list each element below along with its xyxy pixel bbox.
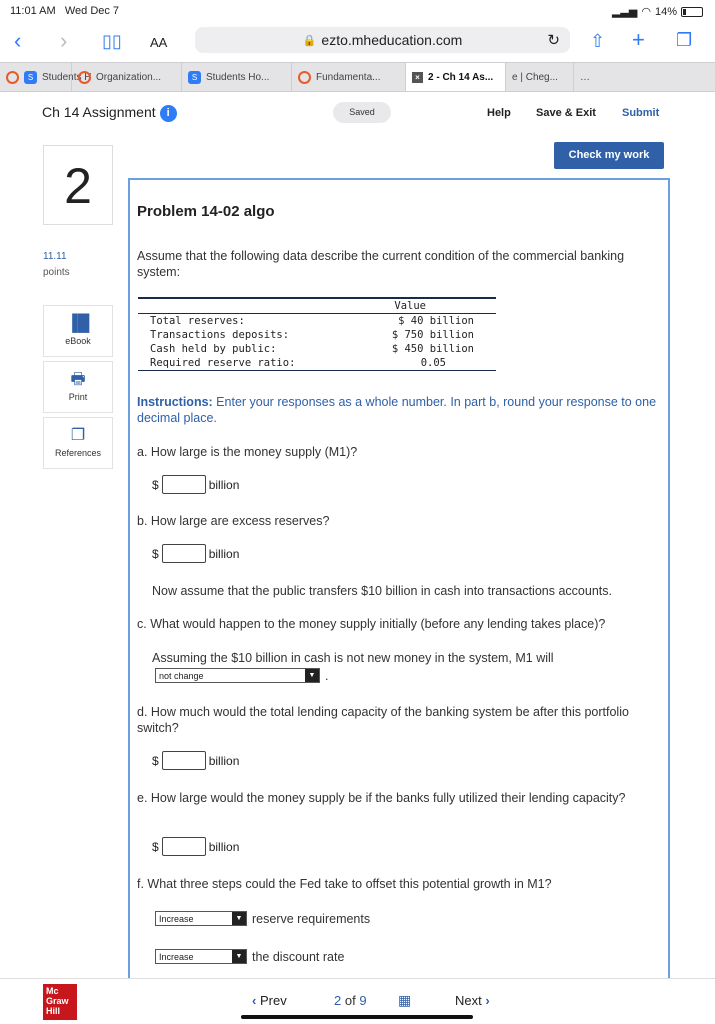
new-tab-icon[interactable]: + <box>632 27 645 52</box>
back-icon[interactable]: ‹ <box>14 28 22 53</box>
reload-icon[interactable]: ↻ <box>547 32 560 49</box>
problem-title: Problem 14-02 algo <box>137 203 275 220</box>
mcgraw-hill-logo: Mc Graw Hill <box>43 984 77 1020</box>
select-c-dropdown[interactable]: not change ▼ <box>155 668 320 683</box>
dropdown-arrow-icon: ▼ <box>305 669 319 682</box>
answer-d: $ billion <box>152 751 239 770</box>
battery-percent: 14% <box>654 5 677 18</box>
help-link[interactable]: Help <box>487 107 511 119</box>
forward-icon[interactable]: › <box>60 28 68 53</box>
question-c: c. What would happen to the money supply initially (before any lending takes place)? <box>137 617 606 631</box>
printer-icon: 🖶 <box>70 371 86 388</box>
address-bar[interactable] <box>195 27 570 53</box>
answer-a-input[interactable] <box>162 475 206 494</box>
answer-e: $ billion <box>152 837 239 856</box>
footer-nav <box>0 978 715 1024</box>
saved-badge: Saved <box>333 102 391 123</box>
assume-statement: Assuming the $10 billion in cash is not new money in the system, M1 will <box>152 651 554 665</box>
ebook-button[interactable]: ▐█ eBook <box>43 305 113 357</box>
table-row: Cash held by public: $ 450 billion <box>150 343 474 355</box>
tab-3[interactable]: S Students Ho... <box>182 63 292 91</box>
table-row: Total reserves: $ 40 billion <box>150 315 474 327</box>
table-row: Transactions deposits: $ 750 billion <box>150 329 474 341</box>
dropdown-arrow-icon: ▼ <box>232 912 246 925</box>
tabs-icon[interactable]: ❐ <box>676 30 693 50</box>
select-f1-dropdown[interactable]: Increase ▼ <box>155 911 247 926</box>
answer-e-input[interactable] <box>162 837 206 856</box>
question-f: f. What three steps could the Fed take to offset this potential growth in M1? <box>137 877 552 891</box>
tab-1[interactable]: S Students H <box>0 63 72 91</box>
print-button[interactable]: 🖶 Print <box>43 361 113 413</box>
text-size-button[interactable]: AA <box>150 35 168 50</box>
battery-icon <box>681 7 703 17</box>
period-text: . <box>325 669 329 683</box>
check-my-work-button[interactable]: Check my work <box>554 142 664 169</box>
question-a: a. How large is the money supply (M1)? <box>137 445 358 459</box>
tab-favicon-icon: S <box>24 71 37 84</box>
tab-bar <box>0 62 715 92</box>
tab-4[interactable]: Fundamenta... <box>292 63 406 91</box>
page-indicator[interactable]: 2 of 9 <box>334 993 367 1008</box>
question-d: d. How much would the total lending capacity of the banking system be after this portfolio switch? <box>137 705 629 735</box>
answer-d-input[interactable] <box>162 751 206 770</box>
instructions: Instructions: Enter your responses as a whole number. In part b, round your response to one decimal place. <box>137 395 657 425</box>
status-time: 11:01 AM Wed Dec 7 <box>10 5 120 17</box>
url-text: ezto.mheducation.com <box>321 32 463 48</box>
question-points: 11.11 points <box>43 251 70 278</box>
select-f2-dropdown[interactable]: Increase ▼ <box>155 949 247 964</box>
home-indicator <box>241 1015 473 1019</box>
question-b: b. How large are excess reserves? <box>137 514 330 528</box>
label-f1: reserve requirements <box>252 912 371 926</box>
problem-intro: Assume that the following data describe the current condition of the commercial banking system: <box>137 249 625 279</box>
chevron-right-icon: › <box>485 993 490 1008</box>
tab-favicon-icon <box>6 71 19 84</box>
tab-2[interactable]: Organization... <box>72 63 182 91</box>
assignment-title: Ch 14 Assignment i <box>42 104 177 122</box>
answer-b-input[interactable] <box>162 544 206 563</box>
tab-favicon-icon <box>78 71 91 84</box>
more-icon: … <box>580 71 590 83</box>
chevron-left-icon: ‹ <box>252 993 257 1008</box>
next-button[interactable]: Next › <box>455 993 490 1008</box>
status-bar <box>0 0 715 22</box>
submit-link[interactable]: Submit <box>622 107 660 119</box>
grid-icon[interactable]: ▦ <box>398 992 412 1008</box>
tab-overflow[interactable] <box>574 63 615 91</box>
wifi-icon: ◠ <box>641 6 651 18</box>
book-icon: ▐█ <box>66 315 90 332</box>
tab-5-active[interactable]: × 2 - Ch 14 As... <box>406 63 506 91</box>
info-icon[interactable]: i <box>160 105 177 122</box>
tab-favicon-icon <box>298 71 311 84</box>
tab-6[interactable]: e | Cheg... <box>506 63 574 91</box>
answer-a: $ billion <box>152 475 239 494</box>
sidebar-icon[interactable]: ▯▯ <box>102 31 122 51</box>
references-button[interactable]: ❐ References <box>43 417 113 469</box>
share-icon[interactable]: ⇧ <box>590 31 606 51</box>
transfer-statement: Now assume that the public transfers $10 billion in cash into transactions accounts. <box>152 584 612 598</box>
table-header: Value <box>138 299 496 314</box>
save-exit-link[interactable]: Save & Exit <box>536 107 596 119</box>
status-right <box>612 5 703 18</box>
assignment-header <box>0 93 715 133</box>
table-row: Required reserve ratio: 0.05 <box>150 357 446 369</box>
dropdown-arrow-icon: ▼ <box>232 950 246 963</box>
question-number: 2 <box>43 145 113 225</box>
question-e: e. How large would the money supply be if the banks fully utilized their lending capacity? <box>137 791 626 805</box>
lock-icon: 🔒 <box>302 34 317 47</box>
signal-icon: ▂▃▅ <box>611 6 638 18</box>
answer-b: $ billion <box>152 544 239 563</box>
prev-button[interactable]: ‹ Prev <box>252 993 287 1008</box>
browser-toolbar <box>0 22 715 60</box>
tab-favicon-icon: S <box>188 71 201 84</box>
references-icon: ❐ <box>70 427 86 444</box>
label-f2: the discount rate <box>252 950 345 964</box>
data-table <box>138 297 496 371</box>
close-tab-icon[interactable]: × <box>412 72 423 83</box>
